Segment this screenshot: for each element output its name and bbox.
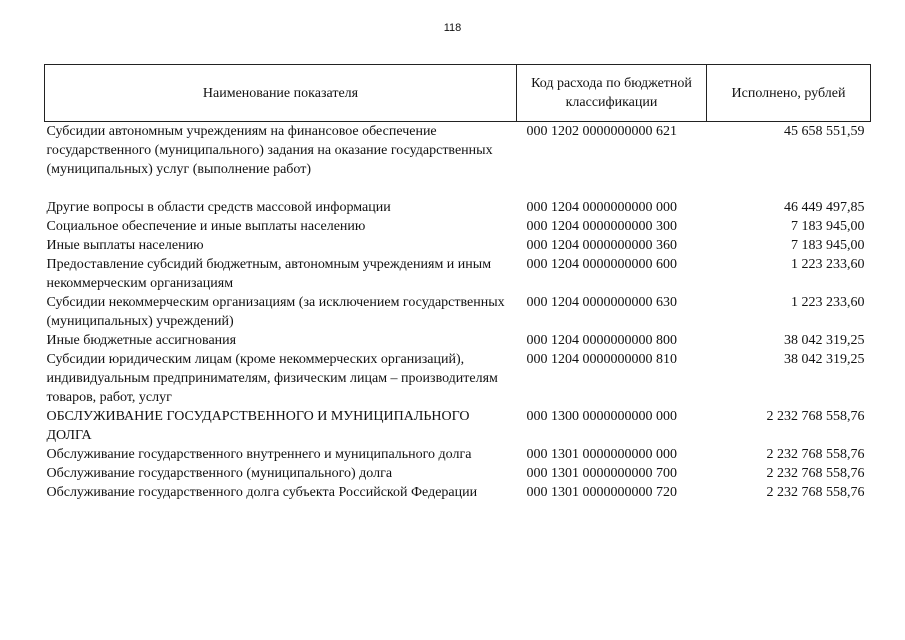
table-row — [45, 483, 871, 502]
row-name: Предоставление субсидий бюджетным, автономным учреждениям и иным некоммерческим организациям — [46, 256, 492, 291]
row-amount: 38 042 319,25 — [784, 332, 865, 348]
row-code: 000 1204 0000000000 000 — [526, 199, 677, 215]
row-code: 000 1204 0000000000 800 — [526, 332, 677, 348]
table-row — [45, 350, 871, 407]
header-code: Код расхода по бюджетной классификации — [517, 65, 707, 122]
row-name: Субсидии автономным учреждениям на финансовое обеспечение государственного (муниципального) задания на оказание государственных (муниципальных) услуг (выполнение работ) — [46, 124, 493, 177]
row-code: 000 1204 0000000000 810 — [526, 351, 677, 367]
page-number: 118 — [443, 22, 462, 34]
row-name: Иные выплаты населению — [46, 237, 204, 253]
table-row — [45, 217, 871, 236]
row-amount: 1 223 233,60 — [791, 256, 865, 272]
row-amount: 1 223 233,60 — [791, 294, 865, 310]
row-name: Субсидии некоммерческим организациям (за исключением государственных (муниципальных) учреждений) — [46, 294, 505, 329]
table-row — [45, 464, 871, 483]
row-name: Социальное обеспечение и иные выплаты населению — [46, 218, 366, 234]
row-code: 000 1301 0000000000 700 — [526, 465, 677, 481]
row-amount: 2 232 768 558,76 — [766, 446, 865, 462]
table-row — [45, 445, 871, 464]
table-row — [45, 293, 871, 331]
row-amount: 2 232 768 558,76 — [766, 408, 865, 424]
table-row — [45, 236, 871, 255]
row-amount: 45 658 551,59 — [784, 124, 865, 139]
row-name: Обслуживание государственного долга субъекта Российской Федерации — [46, 484, 478, 500]
row-code: 000 1204 0000000000 600 — [526, 256, 677, 272]
row-amount: 46 449 497,85 — [784, 199, 865, 215]
header-name: Наименование показателя — [45, 65, 517, 122]
row-amount: 2 232 768 558,76 — [766, 465, 865, 481]
row-amount: 7 183 945,00 — [791, 218, 865, 234]
table-row — [45, 198, 871, 217]
row-code: 000 1202 0000000000 621 — [526, 124, 677, 139]
row-name: Субсидии юридическим лицам (кроме некоммерческих организаций), индивидуальным предпринимателям, физическим лицам – производителям товаров, работ, услуг — [46, 351, 498, 405]
row-code: 000 1301 0000000000 000 — [526, 446, 677, 462]
row-name: Другие вопросы в области средств массовой информации — [46, 199, 391, 215]
row-code: 000 1300 0000000000 000 — [526, 408, 677, 424]
row-amount: 2 232 768 558,76 — [766, 484, 865, 500]
table-row — [45, 122, 871, 198]
header-amount: Исполнено, рублей — [707, 65, 871, 122]
row-code: 000 1204 0000000000 630 — [526, 294, 677, 310]
row-name: Иные бюджетные ассигнования — [46, 332, 237, 348]
table-header-row — [45, 65, 871, 122]
row-name: Обслуживание государственного внутреннего и муниципального долга — [46, 446, 472, 462]
row-name: Обслуживание государственного (муниципального) долга — [46, 465, 393, 481]
table-row — [45, 407, 871, 445]
row-amount: 38 042 319,25 — [784, 351, 865, 367]
row-amount: 7 183 945,00 — [791, 237, 865, 253]
budget-table — [44, 64, 871, 502]
table-row — [45, 331, 871, 350]
row-code: 000 1204 0000000000 300 — [526, 218, 677, 234]
row-code: 000 1301 0000000000 720 — [526, 484, 677, 500]
table-row — [45, 255, 871, 293]
row-name: ОБСЛУЖИВАНИЕ ГОСУДАРСТВЕННОГО И МУНИЦИПАЛЬНОГО ДОЛГА — [46, 408, 470, 443]
row-code: 000 1204 0000000000 360 — [526, 237, 677, 253]
